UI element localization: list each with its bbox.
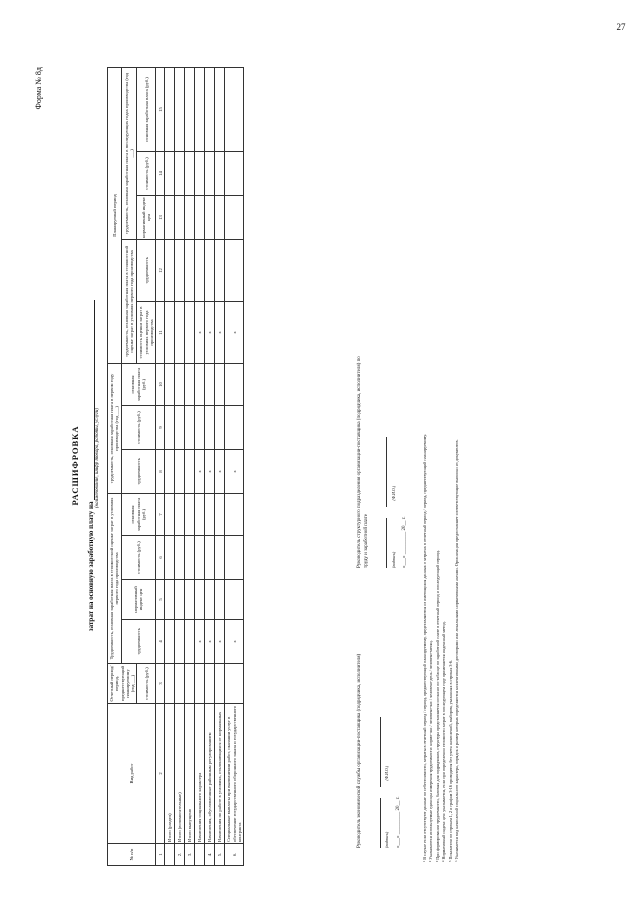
rotated-form xyxy=(22,63,582,868)
sig-left-name-hint: (Ф.И.О.) xyxy=(384,765,389,781)
row-cell xyxy=(195,580,205,620)
column-number: 10 xyxy=(156,363,165,405)
row-cell xyxy=(165,301,175,363)
row-cell xyxy=(215,405,225,449)
row-cell xyxy=(175,493,185,535)
sig-left-sign-hint: (подпись) xyxy=(384,831,389,848)
column-number: 14 xyxy=(156,151,165,195)
row-cell xyxy=(195,151,205,195)
row-mark: x xyxy=(225,620,244,664)
row-cell xyxy=(175,151,185,195)
row-cell xyxy=(175,449,185,493)
row-cell xyxy=(185,449,195,493)
header-fy-cost: стоимость (руб.) xyxy=(121,405,156,449)
row-cell xyxy=(165,536,175,580)
row-cell xyxy=(165,363,175,405)
row-cell xyxy=(225,151,244,195)
row-number xyxy=(165,844,175,866)
form-subtitle xyxy=(86,63,95,868)
row-number: 3. xyxy=(185,844,195,866)
row-mark: x xyxy=(195,620,205,664)
row-mark: x xyxy=(215,301,225,363)
header-report-cost: стоимость (руб.) xyxy=(137,664,156,704)
row-cell xyxy=(185,301,195,363)
header-fy-wage: основная заработная плата (руб.) xyxy=(121,363,156,405)
row-number: 2. xyxy=(175,844,185,866)
header-report-period: Отчетный период/ период, предшествующий планируемому (год ___) xyxy=(108,664,137,704)
header-plan-labor-group: трудоемкость, основная заработная плата в стоимостной оценке затрат в условиях первого года производства xyxy=(121,239,137,363)
subtitle-text: затрат на основную заработную плату на xyxy=(87,501,95,632)
row-cell xyxy=(165,580,175,620)
row-mark: x xyxy=(205,449,215,493)
column-number: 13 xyxy=(156,195,165,239)
row-cell xyxy=(175,363,185,405)
row-cell xyxy=(215,536,225,580)
row-cell xyxy=(215,580,225,620)
row-cell xyxy=(165,449,175,493)
row-mark: x xyxy=(205,301,215,363)
row-cell xyxy=(205,493,215,535)
row-label: Специальные выплаты при выполнении работ, оказании услуг в обеспечение государственного оборонного заказа и государственного контракта xyxy=(225,704,244,844)
header-num: № п/п xyxy=(108,844,156,866)
row-cell xyxy=(215,664,225,704)
row-cell xyxy=(225,363,244,405)
column-number: 4 xyxy=(156,620,165,664)
header-fy-labor: трудоемкость xyxy=(121,449,156,493)
header-labor-group: Трудоемкость, основная заработная плата в стоимостной оценке затрат в условиях первого года производства xyxy=(108,493,122,663)
header-norm-index: нормативный индекс цен xyxy=(121,580,156,620)
header-plan-norm: нормативный индекс цен xyxy=(137,195,156,239)
sig-left-name-line xyxy=(374,717,381,787)
row-cell xyxy=(215,239,225,301)
row-mark: x xyxy=(205,620,215,664)
row-cell xyxy=(185,405,195,449)
row-cell xyxy=(225,493,244,535)
row-cell xyxy=(225,405,244,449)
header-plan-labor: трудоемкость xyxy=(137,239,156,301)
row-cell xyxy=(185,580,195,620)
column-number: 6 xyxy=(156,536,165,580)
header-plan-cost-first: стоимость оценки затрат в условиях первого года производства xyxy=(137,301,156,363)
row-cell xyxy=(175,239,185,301)
row-label: Итого (вспомогательные) xyxy=(175,704,185,844)
sig-left-line xyxy=(374,798,381,848)
footnote: ³ При формировании трудоемкости, базовых для подрядчиков, структура представляется согласно по таблице по заработной плате в отчетный период и последующий период. xyxy=(434,550,440,862)
row-cell xyxy=(205,664,215,704)
sig-right-date: «___» _________ 20__ г. xyxy=(402,516,407,568)
sig-left-date: «___» _________ 20__ г. xyxy=(395,796,401,848)
subtitle-fill-line xyxy=(86,300,95,500)
sig-right-role: Руководитель структурного подразделения организации-поставщика (подрядчика, исполнителя) по труду и заработной плате xyxy=(357,356,369,568)
sig-left-role: Руководитель экономической службы организации-поставщика (подрядчика, исполнителя) xyxy=(357,653,362,848)
row-cell xyxy=(205,195,215,239)
row-cell xyxy=(225,67,244,151)
column-number: 9 xyxy=(156,405,165,449)
table-row xyxy=(185,67,195,865)
form-number: Форма № 8д xyxy=(34,67,43,110)
row-cell xyxy=(185,195,195,239)
table-row xyxy=(195,67,205,865)
row-cell xyxy=(225,195,244,239)
subtitle-hint: (наименование, шифр товара, работы, услуги) xyxy=(95,407,100,508)
row-mark: x xyxy=(215,620,225,664)
footnotes xyxy=(422,72,461,862)
row-cell xyxy=(205,67,215,151)
header-plan-next-group: трудоемкость, основная заработная плата в последующих годах производства (год ___) xyxy=(121,67,137,239)
row-cell xyxy=(165,493,175,535)
footnote: ⁴ Нормативный индекс цен: указывается, если при определении стоимости затрат в последующем году применяется индексный метод. xyxy=(441,621,447,862)
row-cell xyxy=(185,536,195,580)
header-plan-group: Планируемый период xyxy=(108,67,122,363)
column-number: 3 xyxy=(156,664,165,704)
column-number: 7 xyxy=(156,493,165,535)
sig-right-line xyxy=(380,518,387,568)
row-number: 6. xyxy=(225,844,244,866)
form-title: РАСШИФРОВКА xyxy=(70,425,80,506)
row-mark: x xyxy=(195,449,205,493)
page-number: 27 xyxy=(616,22,626,32)
row-mark: x xyxy=(225,301,244,363)
header-wage: основная заработная плата (руб.) xyxy=(121,493,156,535)
row-cell xyxy=(185,151,195,195)
row-cell xyxy=(175,664,185,704)
row-cell xyxy=(205,536,215,580)
row-cell xyxy=(205,580,215,620)
table-row xyxy=(165,67,175,865)
signature-left xyxy=(357,648,402,848)
row-cell xyxy=(185,363,195,405)
column-number: 2 xyxy=(156,704,165,844)
row-cell xyxy=(195,239,205,301)
footnote: ⁵ Показатели по строкам 1, 2 и графам 3-16 приводятся без учета начислений, выбором, указанных в строках 3-6. xyxy=(447,659,453,862)
row-cell xyxy=(165,620,175,664)
row-label: Итого (раздел) xyxy=(165,704,175,844)
row-cell xyxy=(175,580,185,620)
row-cell xyxy=(165,151,175,195)
column-number: 11 xyxy=(156,301,165,363)
row-cell xyxy=(175,67,185,151)
row-number: 5. xyxy=(215,844,225,866)
row-label: Начисления, обусловленные районным регулированием xyxy=(205,704,215,844)
row-cell xyxy=(195,664,205,704)
column-number: 5 xyxy=(156,580,165,620)
sig-right-sign-hint: (подпись) xyxy=(390,551,396,568)
header-cost: стоимость (руб.) xyxy=(121,536,156,580)
row-cell xyxy=(195,363,205,405)
row-cell xyxy=(225,580,244,620)
row-cell xyxy=(205,363,215,405)
row-mark: x xyxy=(195,301,205,363)
table-body xyxy=(165,67,244,865)
header-plan-cost: стоимость (руб.) xyxy=(137,151,156,195)
sig-right-name-hint: (Ф.И.О.) xyxy=(390,485,396,501)
header-labor: трудоемкость xyxy=(121,620,156,664)
row-cell xyxy=(175,195,185,239)
row-label: Начисления социального характера xyxy=(195,704,205,844)
column-number: 1 xyxy=(156,844,165,866)
row-cell xyxy=(175,301,185,363)
row-cell xyxy=(205,405,215,449)
column-number: 12 xyxy=(156,239,165,301)
row-cell xyxy=(165,405,175,449)
row-cell xyxy=(175,405,185,449)
row-mark: x xyxy=(225,449,244,493)
row-cell xyxy=(165,664,175,704)
row-cell xyxy=(185,239,195,301)
column-number: 15 xyxy=(156,67,165,151)
row-cell xyxy=(215,151,225,195)
sig-right-name-line xyxy=(380,437,387,507)
row-number xyxy=(195,844,205,866)
row-cell xyxy=(195,67,205,151)
row-cell xyxy=(185,67,195,151)
header-first-year-group: трудоемкость, основная заработная плата в первом году производства (год ___) xyxy=(108,363,122,493)
row-cell xyxy=(215,363,225,405)
table-row xyxy=(205,67,215,865)
table-row xyxy=(215,67,225,865)
row-mark: x xyxy=(215,449,225,493)
row-cell xyxy=(205,151,215,195)
row-cell xyxy=(195,195,205,239)
row-cell xyxy=(225,239,244,301)
row-cell xyxy=(175,620,185,664)
row-number: 4. xyxy=(205,844,215,866)
column-number: 8 xyxy=(156,449,165,493)
row-cell xyxy=(165,239,175,301)
row-cell xyxy=(225,664,244,704)
row-cell xyxy=(185,493,195,535)
footnote: ¹ В случае если отсутствуют данные по себестоимости, затраты в отчетный период / период, предшествующий планируемому, представляются из имеющихся данных о затратах в отчетный период / период, предшествующий планируемому. xyxy=(422,434,427,862)
row-cell xyxy=(185,620,195,664)
signature-right xyxy=(357,348,409,568)
row-cell xyxy=(195,493,205,535)
table-row xyxy=(175,67,185,865)
row-cell xyxy=(175,536,185,580)
header-plan-wage: основная заработная плата (руб.) xyxy=(137,67,156,151)
row-cell xyxy=(165,67,175,151)
row-cell xyxy=(195,536,205,580)
row-cell xyxy=(185,664,195,704)
column-number-row xyxy=(156,67,165,865)
row-label: Начисления по работе в условиях, отклоняющихся от нормальных xyxy=(215,704,225,844)
wage-table xyxy=(107,67,244,866)
row-cell xyxy=(205,239,215,301)
row-label: Итого выпущено xyxy=(185,704,195,844)
footnote: ² Указываются используемые единицы измерения трудоемкости: нормо-час / человеко-час / человеко-день / человеко-месяц. xyxy=(428,640,434,862)
header-work: Вид работ xyxy=(108,704,156,844)
row-cell xyxy=(195,405,205,449)
row-cell xyxy=(215,67,225,151)
footnote: ⁶ Указывается вид начислений социального характера, порядок и размер которых определяются коллективными договорами или локальными нормативными актами. Организация предоставляет соответствующие выписки из документов. xyxy=(454,439,460,862)
table-row xyxy=(225,67,244,865)
row-cell xyxy=(215,195,225,239)
row-cell xyxy=(165,195,175,239)
row-cell xyxy=(225,536,244,580)
row-cell xyxy=(215,493,225,535)
